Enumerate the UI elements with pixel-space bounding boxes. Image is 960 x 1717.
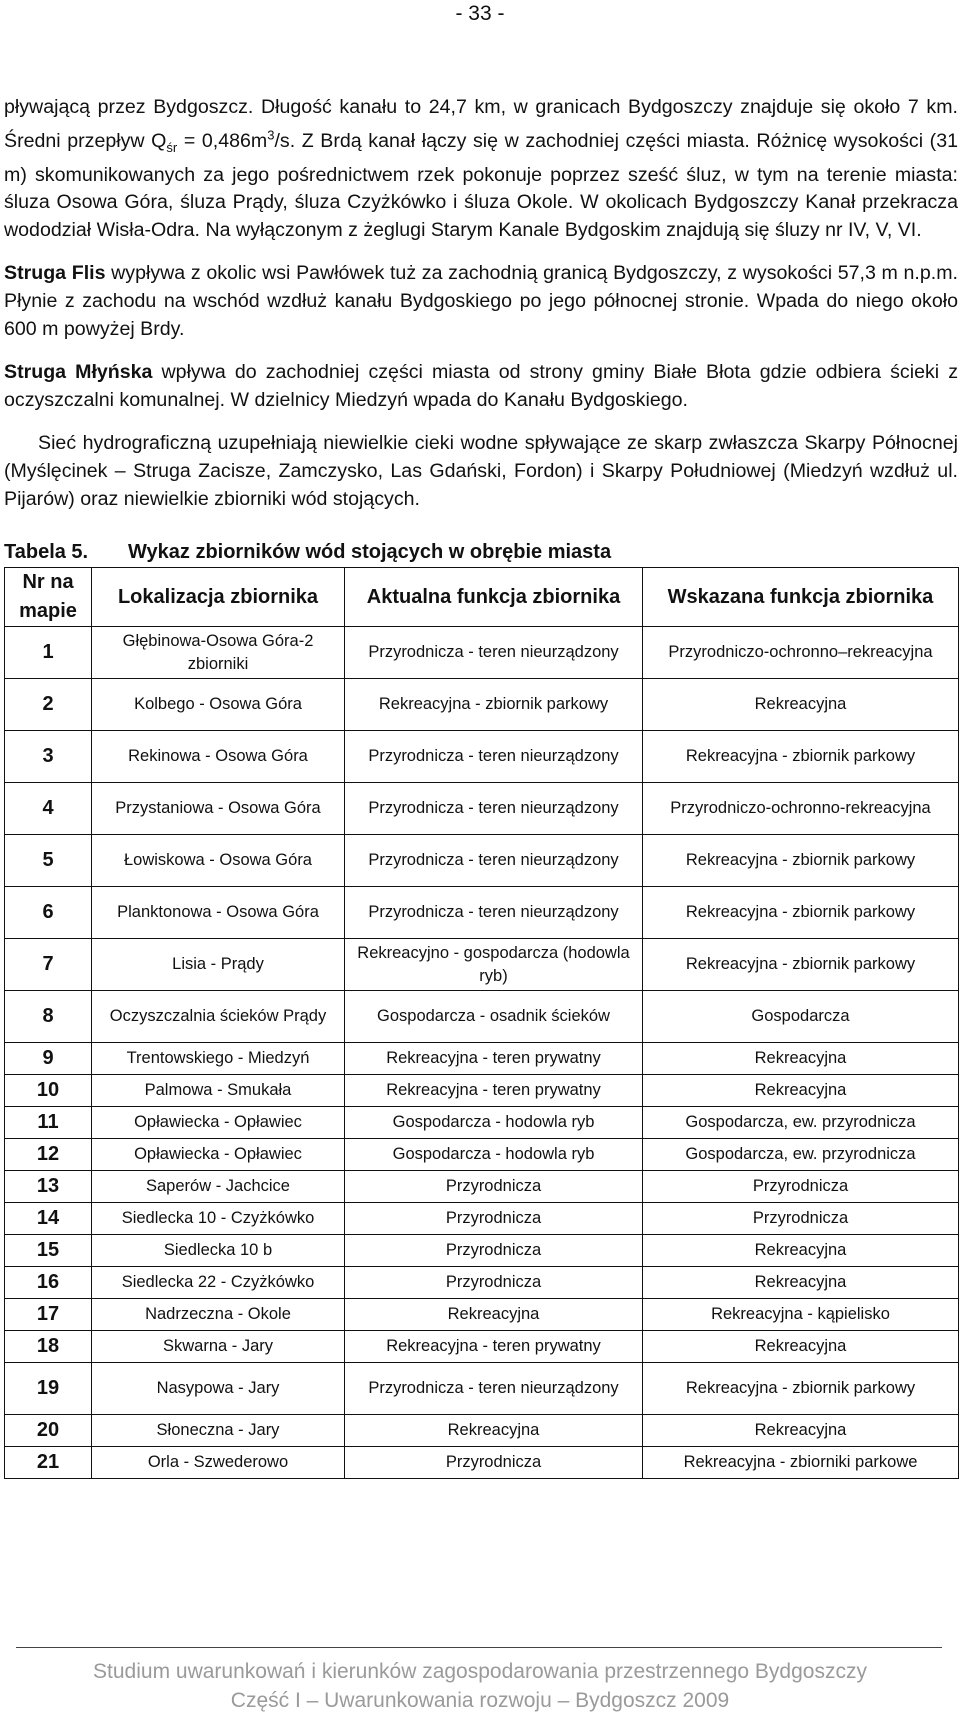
cell-map-number: 10: [5, 1075, 92, 1107]
cell-proposed-function: Rekreacyjna - kąpielisko: [643, 1299, 959, 1331]
table-row: [5, 1171, 959, 1203]
table-row: [5, 1331, 959, 1363]
paragraph-hydro-network: [4, 430, 958, 513]
table-row: [5, 731, 959, 783]
cell-current-function: Przyrodnicza - teren nieurządzony: [345, 887, 643, 939]
cell-map-number: 2: [5, 679, 92, 731]
cell-proposed-function: Przyrodnicza: [643, 1203, 959, 1235]
cell-current-function: Rekreacyjno - gospodarcza (hodowla ryb): [345, 939, 643, 991]
cell-current-function: Gospodarcza - hodowla ryb: [345, 1139, 643, 1171]
paragraph-heading: Struga Flis: [4, 262, 106, 285]
cell-current-function: Rekreacyjna: [345, 1299, 643, 1331]
table-row: [5, 939, 959, 991]
cell-map-number: 13: [5, 1171, 92, 1203]
cell-current-function: Rekreacyjna - teren prywatny: [345, 1043, 643, 1075]
cell-location: Trentowskiego - Miedzyń: [92, 1043, 345, 1075]
cell-map-number: 7: [5, 939, 92, 991]
cell-map-number: 18: [5, 1331, 92, 1363]
cell-proposed-function: Przyrodniczo-ochronno-rekreacyjna: [643, 783, 959, 835]
cell-map-number: 16: [5, 1267, 92, 1299]
cell-location: Siedlecka 10 b: [92, 1235, 345, 1267]
cell-proposed-function: Gospodarcza: [643, 991, 959, 1043]
cell-current-function: Przyrodnicza: [345, 1203, 643, 1235]
cell-map-number: 20: [5, 1415, 92, 1447]
cell-current-function: Rekreacyjna - teren prywatny: [345, 1331, 643, 1363]
cell-map-number: 21: [5, 1447, 92, 1479]
cell-map-number: 1: [5, 627, 92, 679]
cell-current-function: Przyrodnicza - teren nieurządzony: [345, 731, 643, 783]
cell-proposed-function: Rekreacyjna: [643, 1075, 959, 1107]
cell-location: Głębinowa-Osowa Góra-2 zbiorniki: [92, 627, 345, 679]
cell-current-function: Rekreacyjna - teren prywatny: [345, 1075, 643, 1107]
cell-location: Słoneczna - Jary: [92, 1415, 345, 1447]
cell-map-number: 14: [5, 1203, 92, 1235]
cell-proposed-function: Gospodarcza, ew. przyrodnicza: [643, 1107, 959, 1139]
cell-location: Lisia - Prądy: [92, 939, 345, 991]
cell-map-number: 4: [5, 783, 92, 835]
footer-line-1: Studium uwarunkowań i kierunków zagospodarowania przestrzennego Bydgoszczy: [93, 1660, 867, 1683]
cell-current-function: Przyrodnicza - teren nieurządzony: [345, 783, 643, 835]
table-header-row: [5, 568, 959, 627]
cell-map-number: 11: [5, 1107, 92, 1139]
table-row: [5, 679, 959, 731]
table-row: [5, 1203, 959, 1235]
paragraph-text: Sieć hydrograficzną uzupełniają niewielkie cieki wodne spływające ze skarp zwłaszcza Skarpy Północnej (Myślęcinek – Struga Zacisze, Zamczysko, Las Gdański, Fordon) i Skarpy Południowej (Miedzyń wzdłuż ul. Pijarów) oraz niewielkie zbiorniki wód stojących.: [4, 432, 958, 510]
cell-map-number: 9: [5, 1043, 92, 1075]
paragraph-text: wypływa z okolic wsi Pawłówek tuż za zachodnią granicą Bydgoszczy, z wysokości 57,3 m n.p.m. Płynie z zachodu na wschód wzdłuż kanału Bydgoskiego po jego północnej stronie. Wpada do niego około 600 m powyżej Brdy.: [4, 262, 958, 340]
cell-proposed-function: Rekreacyjna: [643, 1267, 959, 1299]
cell-current-function: Przyrodnicza - teren nieurządzony: [345, 627, 643, 679]
cell-proposed-function: Rekreacyjna: [643, 1043, 959, 1075]
header-location: Lokalizacja zbiornika: [92, 568, 345, 627]
table-row: [5, 835, 959, 887]
cell-proposed-function: Przyrodnicza: [643, 1171, 959, 1203]
paragraph-canal-text: pływającą przez Bydgoszcz. Długość kanału to 24,7 km, w granicach Bydgoszczy znajduje się około 7 km. Średni przepływ $Q_{śr} = 0,486m^3/s$. Z Brdą kanał łączy się w zachodniej części miasta. Różnicę wysokości (31 m) skomunikowanych za jego pośrednictwem rzek pokonuje poprzez sześć śluz, w tym na terenie miasta: śluza Osowa Góra, śluza Prądy, śluza Czyżkówko i śluza Okole. W okolicach Bydgoszczy Kanał przekracza wododział Wisła-Odra. Na wyłączonym z żeglugi Starym Kanale Bydgoskim znajdują się śluzy nr IV, V, VI.: [4, 96, 958, 241]
cell-location: Orla - Szwederowo: [92, 1447, 345, 1479]
table-row: [5, 1075, 959, 1107]
cell-map-number: 17: [5, 1299, 92, 1331]
table-row: [5, 783, 959, 835]
cell-proposed-function: Gospodarcza, ew. przyrodnicza: [643, 1139, 959, 1171]
cell-current-function: Gospodarcza - hodowla ryb: [345, 1107, 643, 1139]
cell-location: Opławiecka - Opławiec: [92, 1139, 345, 1171]
paragraph-struga-mlynska: [4, 359, 958, 414]
table-row: [5, 627, 959, 679]
cell-map-number: 19: [5, 1363, 92, 1415]
cell-map-number: 3: [5, 731, 92, 783]
cell-current-function: Gospodarcza - osadnik ścieków: [345, 991, 643, 1043]
cell-location: Palmowa - Smukała: [92, 1075, 345, 1107]
cell-proposed-function: Rekreacyjna: [643, 1331, 959, 1363]
cell-proposed-function: Przyrodniczo-ochronno–rekreacyjna: [643, 627, 959, 679]
paragraph-canal: [4, 94, 958, 244]
table-row: [5, 1139, 959, 1171]
table-row: [5, 1415, 959, 1447]
cell-current-function: Rekreacyjna - zbiornik parkowy: [345, 679, 643, 731]
cell-location: Siedlecka 22 - Czyżkówko: [92, 1267, 345, 1299]
cell-map-number: 8: [5, 991, 92, 1043]
cell-location: Siedlecka 10 - Czyżkówko: [92, 1203, 345, 1235]
table-row: [5, 1235, 959, 1267]
cell-current-function: Przyrodnicza: [345, 1235, 643, 1267]
cell-location: Skwarna - Jary: [92, 1331, 345, 1363]
cell-proposed-function: Rekreacyjna - zbiornik parkowy: [643, 939, 959, 991]
cell-map-number: 15: [5, 1235, 92, 1267]
cell-location: Nasypowa - Jary: [92, 1363, 345, 1415]
cell-current-function: Przyrodnicza: [345, 1447, 643, 1479]
table-title: Wykaz zbiorników wód stojących w obrębie miasta: [128, 541, 612, 564]
cell-location: Kolbego - Osowa Góra: [92, 679, 345, 731]
footer-line-2: Część I – Uwarunkowania rozwoju – Bydgoszcz 2009: [230, 1689, 730, 1712]
table-label: Tabela 5.: [4, 541, 89, 564]
header-map-number: Nr na mapie: [5, 568, 92, 627]
page-number: - 33 -: [455, 2, 505, 25]
cell-location: Rekinowa - Osowa Góra: [92, 731, 345, 783]
cell-location: Planktonowa - Osowa Góra: [92, 887, 345, 939]
table-row: [5, 887, 959, 939]
table-row: [5, 1267, 959, 1299]
footer-divider: [16, 1647, 942, 1648]
table-row: [5, 1363, 959, 1415]
cell-proposed-function: Rekreacyjna - zbiornik parkowy: [643, 887, 959, 939]
cell-location: Saperów - Jachcice: [92, 1171, 345, 1203]
cell-location: Opławiecka - Opławiec: [92, 1107, 345, 1139]
table-row: [5, 991, 959, 1043]
cell-map-number: 12: [5, 1139, 92, 1171]
header-current-function: Aktualna funkcja zbiornika: [345, 568, 643, 627]
table-caption: [4, 539, 958, 565]
cell-proposed-function: Rekreacyjna: [643, 1415, 959, 1447]
table-row: [5, 1299, 959, 1331]
cell-location: Przystaniowa - Osowa Góra: [92, 783, 345, 835]
cell-location: Oczyszczalnia ścieków Prądy: [92, 991, 345, 1043]
cell-current-function: Przyrodnicza: [345, 1171, 643, 1203]
page-content: [4, 94, 958, 1479]
cell-current-function: Przyrodnicza - teren nieurządzony: [345, 1363, 643, 1415]
table-row: [5, 1107, 959, 1139]
paragraph-struga-flis: [4, 260, 958, 343]
reservoirs-table: [4, 567, 959, 1479]
cell-map-number: 6: [5, 887, 92, 939]
cell-proposed-function: Rekreacyjna - zbiornik parkowy: [643, 835, 959, 887]
cell-proposed-function: Rekreacyjna - zbiornik parkowy: [643, 1363, 959, 1415]
table-row: [5, 1447, 959, 1479]
cell-location: Nadrzeczna - Okole: [92, 1299, 345, 1331]
header-proposed-function: Wskazana funkcja zbiornika: [643, 568, 959, 627]
table-row: [5, 1043, 959, 1075]
paragraph-heading: Struga Młyńska: [4, 361, 153, 384]
cell-map-number: 5: [5, 835, 92, 887]
cell-current-function: Przyrodnicza - teren nieurządzony: [345, 835, 643, 887]
cell-proposed-function: Rekreacyjna: [643, 679, 959, 731]
cell-location: Łowiskowa - Osowa Góra: [92, 835, 345, 887]
table-body: [5, 627, 959, 1479]
paragraph-text: wpływa do zachodniej części miasta od strony gminy Białe Błota gdzie odbiera ścieki z oczyszczalni komunalnej. W dzielnicy Miedzyń wpada do Kanału Bydgoskiego.: [4, 361, 958, 411]
cell-proposed-function: Rekreacyjna - zbiornik parkowy: [643, 731, 959, 783]
cell-current-function: Przyrodnicza: [345, 1267, 643, 1299]
cell-current-function: Rekreacyjna: [345, 1415, 643, 1447]
cell-proposed-function: Rekreacyjna: [643, 1235, 959, 1267]
cell-proposed-function: Rekreacyjna - zbiorniki parkowe: [643, 1447, 959, 1479]
